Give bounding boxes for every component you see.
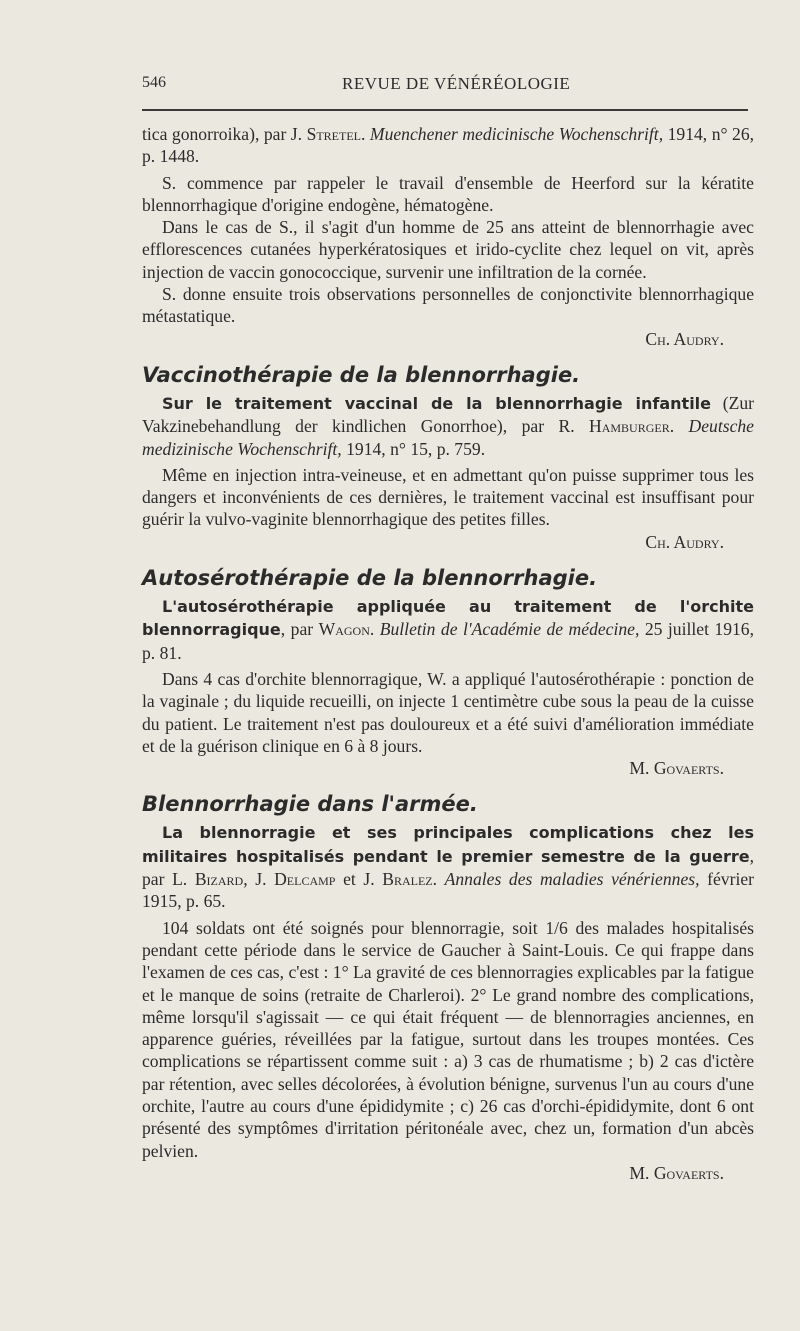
- running-title: REVUE DE VÉNÉRÉOLOGIE: [342, 74, 571, 93]
- paragraph: S. donne ensuite trois observations personnelles de conjonctivite blennorrhagique métastatique.: [142, 284, 754, 327]
- paragraph: S. commence par rappeler le travail d'ensemble de Heerford sur la kératite blennorrhagique d'origine endogène, hématogène.: [142, 172, 754, 215]
- journal-name: Annales des maladies vénériennes,: [444, 869, 700, 890]
- article-reference: Sur le traitement vaccinal de la blennorrhagie infantile (Zur Vakzinebehandlung der kindlichen Gonorrhoe), par R. Hamburger. Deutsche medizinische Wochenschrift, 1914, n° 15, p. 759.: [142, 392, 754, 459]
- article-title: La blennorragie et ses principales complications chez les militaires hospitalisés pendant le premier semestre de la guerre: [142, 823, 754, 866]
- signature: Ch. Audry.: [645, 328, 724, 349]
- author-name: Stretel: [306, 124, 362, 144]
- paragraph: Dans 4 cas d'orchite blennorragique, W. a appliqué l'autosérothérapie : ponction de la vaginale ; du liquide recueilli, on injecte 1 centimètre cube sous la peau de la cuisse du patient. Le traitement n'est pas douloureux et a été suivi d'amélioration immédiate et de la guérison clinique en 6 à 8 jours.: [142, 668, 754, 756]
- page-content: [142, 123, 754, 1184]
- article-reference: La blennorragie et ses principales complications chez les militaires hospitalisés pendant le premier semestre de la guerre, par L. Bizard, J. Delcamp et J. Bralez. Annales des maladies vénériennes, février 1915, p. 65.: [142, 823, 754, 912]
- section-heading-autoserotherapie: Autosérothérapie de la blennorrhagie.: [142, 566, 598, 591]
- journal-name: Muenchener medicinische Wochenschrift,: [369, 124, 664, 144]
- reference-continuation: tica gonorroika), par J. Stretel. Muenchener medicinische Wochenschrift, 1914, n° 26, p. 1448.: [142, 124, 755, 167]
- author-name: Bralez: [382, 869, 433, 890]
- author-name: Hamburger: [589, 416, 670, 437]
- page-header: [142, 72, 748, 94]
- signature: M. Govaerts.: [629, 1162, 724, 1183]
- header-rule: [142, 109, 748, 111]
- article-title: Sur le traitement vaccinal de la blennorrhagie infantile: [162, 393, 712, 413]
- author-name: Wagon: [318, 619, 370, 640]
- section-heading-vaccinotherapie: Vaccinothérapie de la blennorrhagie.: [142, 362, 581, 387]
- signature: M. Govaerts.: [629, 758, 724, 779]
- page-number: 546: [142, 74, 166, 91]
- journal-name: Deutsche medizinische Wochenschrift,: [142, 416, 754, 459]
- article-reference: L'autosérothérapie appliquée au traitement de l'orchite blennorragique, par Wagon. Bulletin de l'Académie de médecine, 25 juillet 1916, p. 81.: [142, 597, 755, 663]
- author-name: Delcamp: [274, 869, 336, 890]
- paragraph: 104 soldats ont été soignés pour blennorragie, soit 1/6 des malades hospitalisés pendant cette période dans le service de Gaucher à Saint-Louis. Ce qui frappe dans l'examen de ces cas, c'est : 1° La gravité de ces blennorragies explicables par la fatigue et le manque de soins (retraite de Charleroi). 2° Le grand nombre des complications, même lorsqu'il s'agissait — ce qui était fréquent — de blennorragies anciennes, en apparence guéries, réveillées par la fatigue, surtout dans les troupes montées. Ces complications se répartissent comme suit : a) 3 cas de rhumatisme ; b) 2 cas d'ictère par rétention, avec selles décolorées, à évolution bénigne, survenus l'un au cours d'une orchite, l'autre au cours d'une épididymite ; c) 26 cas d'orchi-épididymite, dont 6 ont présenté des symptômes d'irritation péritonéale avec, chez un, formation d'un abcès pelvien.: [142, 917, 754, 1161]
- signature: Ch. Audry.: [645, 531, 724, 552]
- paragraph: Même en injection intra-veineuse, et en admettant qu'on puisse supprimer tous les dangers et inconvénients de ces dernières, le traitement vaccinal est insuffisant pour guérir la vulvo-vaginite blennorrhagique des petites filles.: [142, 464, 754, 530]
- paragraph: Dans le cas de S., il s'agit d'un homme de 25 ans atteint de blennorrhagie avec efflorescences cutanées hyperkératosiques et irido-cyclite chez lequel on vit, après injection de vaccin gonococcique, survenir une infiltration de la cornée.: [142, 217, 754, 282]
- journal-name: Bulletin de l'Académie de médecine,: [379, 619, 640, 640]
- section-heading-armee: Blennorrhagie dans l'armée.: [142, 792, 478, 817]
- article-title: L'autosérothérapie appliquée au traitement de l'orchite blennorragique: [142, 597, 754, 640]
- author-name: Bizard: [194, 869, 244, 890]
